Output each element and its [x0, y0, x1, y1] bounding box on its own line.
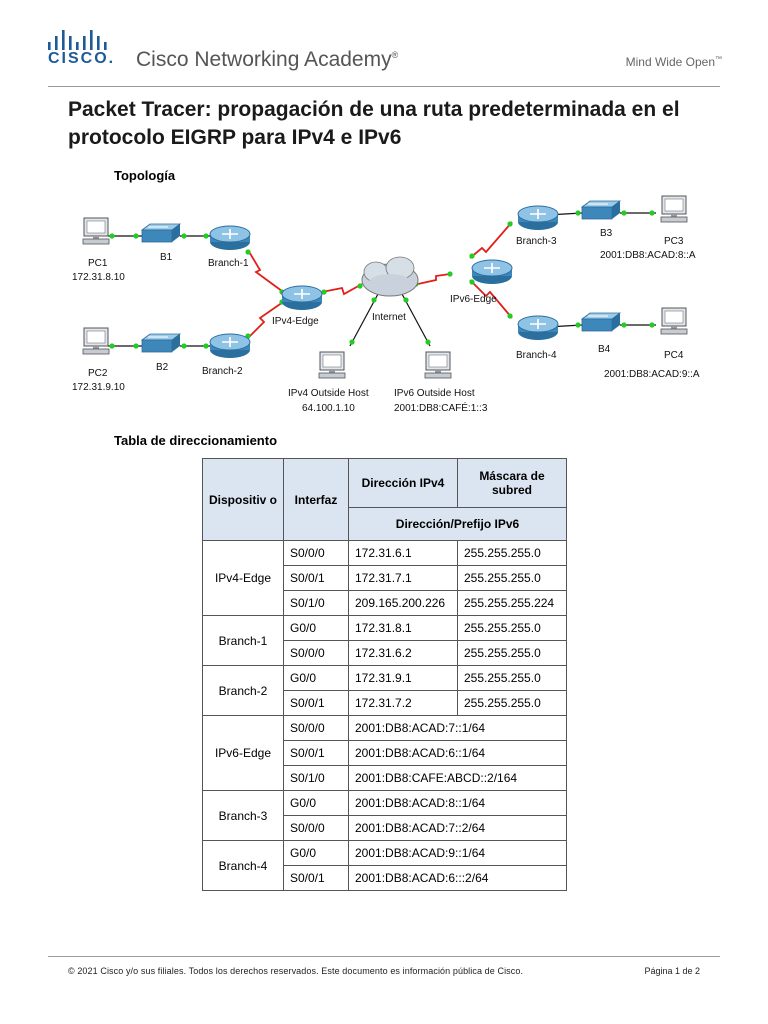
interface-cell: G0/0 — [284, 666, 349, 691]
ipv4-cell: 172.31.6.1 — [349, 541, 458, 566]
pc1-icon — [83, 218, 109, 244]
pc2-icon — [83, 328, 109, 354]
mask-cell: 255.255.255.0 — [458, 641, 567, 666]
mask-cell: 255.255.255.0 — [458, 566, 567, 591]
branch1-label: Branch-1 — [208, 258, 249, 269]
pc2-label: PC2 — [88, 368, 108, 379]
header-mask: Máscara de subred — [458, 459, 567, 508]
mask-cell: 255.255.255.0 — [458, 541, 567, 566]
ipv4-cell: 172.31.9.1 — [349, 666, 458, 691]
ipv4-cell: 209.165.200.226 — [349, 591, 458, 616]
interface-cell: S0/0/0 — [284, 641, 349, 666]
ipv6-cell: 2001:DB8:ACAD:6:::2/64 — [349, 866, 567, 891]
ipv4edge-router-icon — [282, 286, 322, 310]
table-row — [203, 791, 567, 816]
header-ipv6: Dirección/Prefijo IPv6 — [349, 508, 567, 541]
footer-rule — [48, 956, 720, 957]
table-row — [203, 841, 567, 866]
b3-label: B3 — [600, 228, 613, 239]
page-number: Página 1 de 2 — [644, 966, 700, 976]
ipv4-host-label: IPv4 Outside Host — [288, 388, 369, 399]
pc4-label: PC4 — [664, 350, 684, 361]
device-cell: IPv6-Edge — [203, 716, 284, 791]
interface-cell: S0/0/0 — [284, 716, 349, 741]
interface-cell: G0/0 — [284, 791, 349, 816]
topology-heading: Topología — [114, 168, 176, 183]
interface-cell: S0/0/1 — [284, 566, 349, 591]
interface-cell: S0/0/0 — [284, 541, 349, 566]
pc4-ip-label: 2001:DB8:ACAD:9::A — [604, 369, 700, 380]
mask-cell: 255.255.255.0 — [458, 616, 567, 641]
header-rule — [48, 86, 720, 87]
ipv6edge-label: IPv6-Edge — [450, 294, 497, 305]
cisco-wordmark: CISCO. — [48, 50, 116, 67]
b1-label: B1 — [160, 252, 173, 263]
addressing-heading: Tabla de direccionamiento — [114, 433, 278, 448]
device-cell: Branch-4 — [203, 841, 284, 891]
branch4-label: Branch-4 — [516, 350, 557, 361]
branch4-router-icon — [518, 316, 558, 340]
table-row — [203, 616, 567, 641]
ipv6-cell: 2001:DB8:ACAD:9::1/64 — [349, 841, 567, 866]
device-cell: Branch-3 — [203, 791, 284, 841]
internet-label: Internet — [372, 312, 406, 323]
ipv4-cell: 172.31.8.1 — [349, 616, 458, 641]
ipv4-host-ip-label: 64.100.1.10 — [302, 403, 355, 414]
ipv6-outside-host-icon — [425, 352, 451, 378]
mask-cell: 255.255.255.224 — [458, 591, 567, 616]
pc3-label: PC3 — [664, 236, 684, 247]
ipv6-cell: 2001:DB8:ACAD:6::1/64 — [349, 741, 567, 766]
ipv6edge-router-icon — [472, 260, 512, 284]
ipv4-cell: 172.31.7.2 — [349, 691, 458, 716]
b3-switch-icon — [582, 201, 620, 219]
interface-cell: G0/0 — [284, 616, 349, 641]
pc3-ip-label: 2001:DB8:ACAD:8::A — [600, 250, 696, 261]
interface-cell: S0/0/1 — [284, 866, 349, 891]
device-cell: Branch-1 — [203, 616, 284, 666]
branch3-router-icon — [518, 206, 558, 230]
pc1-ip-label: 172.31.8.10 — [72, 272, 125, 283]
pc4-icon — [661, 308, 687, 334]
interface-cell: G0/0 — [284, 841, 349, 866]
interface-cell: S0/1/0 — [284, 591, 349, 616]
topology-diagram — [60, 188, 720, 423]
interface-cell: S0/0/1 — [284, 691, 349, 716]
ipv6-cell: 2001:DB8:ACAD:7::2/64 — [349, 816, 567, 841]
ipv6-cell: 2001:DB8:ACAD:8::1/64 — [349, 791, 567, 816]
b4-label: B4 — [598, 344, 611, 355]
ipv4-cell: 172.31.6.2 — [349, 641, 458, 666]
pc2-ip-label: 172.31.9.10 — [72, 382, 125, 393]
ipv6-host-label: IPv6 Outside Host — [394, 388, 475, 399]
header-ipv4: Dirección IPv4 — [349, 459, 458, 508]
b4-switch-icon — [582, 313, 620, 331]
internet-cloud-icon — [362, 257, 418, 296]
interface-cell: S0/0/1 — [284, 741, 349, 766]
mask-cell: 255.255.255.0 — [458, 666, 567, 691]
b1-switch-icon — [142, 224, 180, 242]
tagline: Mind Wide Open™ — [625, 55, 722, 69]
pc1-label: PC1 — [88, 258, 108, 269]
footer-copyright: © 2021 Cisco y/o sus filiales. Todos los derechos reservados. Este documento es información pública de Cisco. — [68, 966, 524, 976]
table-row — [203, 716, 567, 741]
header-device: Dispositiv o — [203, 459, 284, 541]
ipv6-host-ip-label: 2001:DB8:CAFÉ:1::3 — [394, 403, 488, 414]
b2-switch-icon — [142, 334, 180, 352]
table-row — [203, 666, 567, 691]
ipv4-outside-host-icon — [319, 352, 345, 378]
branch1-router-icon — [210, 226, 250, 250]
academy-title: Cisco Networking Academy® — [136, 48, 399, 71]
table-row — [203, 541, 567, 566]
device-cell: Branch-2 — [203, 666, 284, 716]
branch3-label: Branch-3 — [516, 236, 557, 247]
ipv4-cell: 172.31.7.1 — [349, 566, 458, 591]
cisco-logo-icon — [48, 30, 110, 50]
interface-cell: S0/0/0 — [284, 816, 349, 841]
addressing-table — [202, 458, 567, 891]
page-header — [0, 0, 768, 90]
device-cell: IPv4-Edge — [203, 541, 284, 616]
interface-cell: S0/1/0 — [284, 766, 349, 791]
ipv4edge-label: IPv4-Edge — [272, 316, 319, 327]
mask-cell: 255.255.255.0 — [458, 691, 567, 716]
header-interface: Interfaz — [284, 459, 349, 541]
branch2-label: Branch-2 — [202, 366, 243, 377]
branch2-router-icon — [210, 334, 250, 358]
ipv6-cell: 2001:DB8:ACAD:7::1/64 — [349, 716, 567, 741]
pc3-icon — [661, 196, 687, 222]
document-title: Packet Tracer: propagación de una ruta predeterminada en el protocolo EIGRP para IPv4 e IPv6 — [68, 98, 680, 149]
ipv6-cell: 2001:DB8:CAFE:ABCD::2/164 — [349, 766, 567, 791]
b2-label: B2 — [156, 362, 169, 373]
